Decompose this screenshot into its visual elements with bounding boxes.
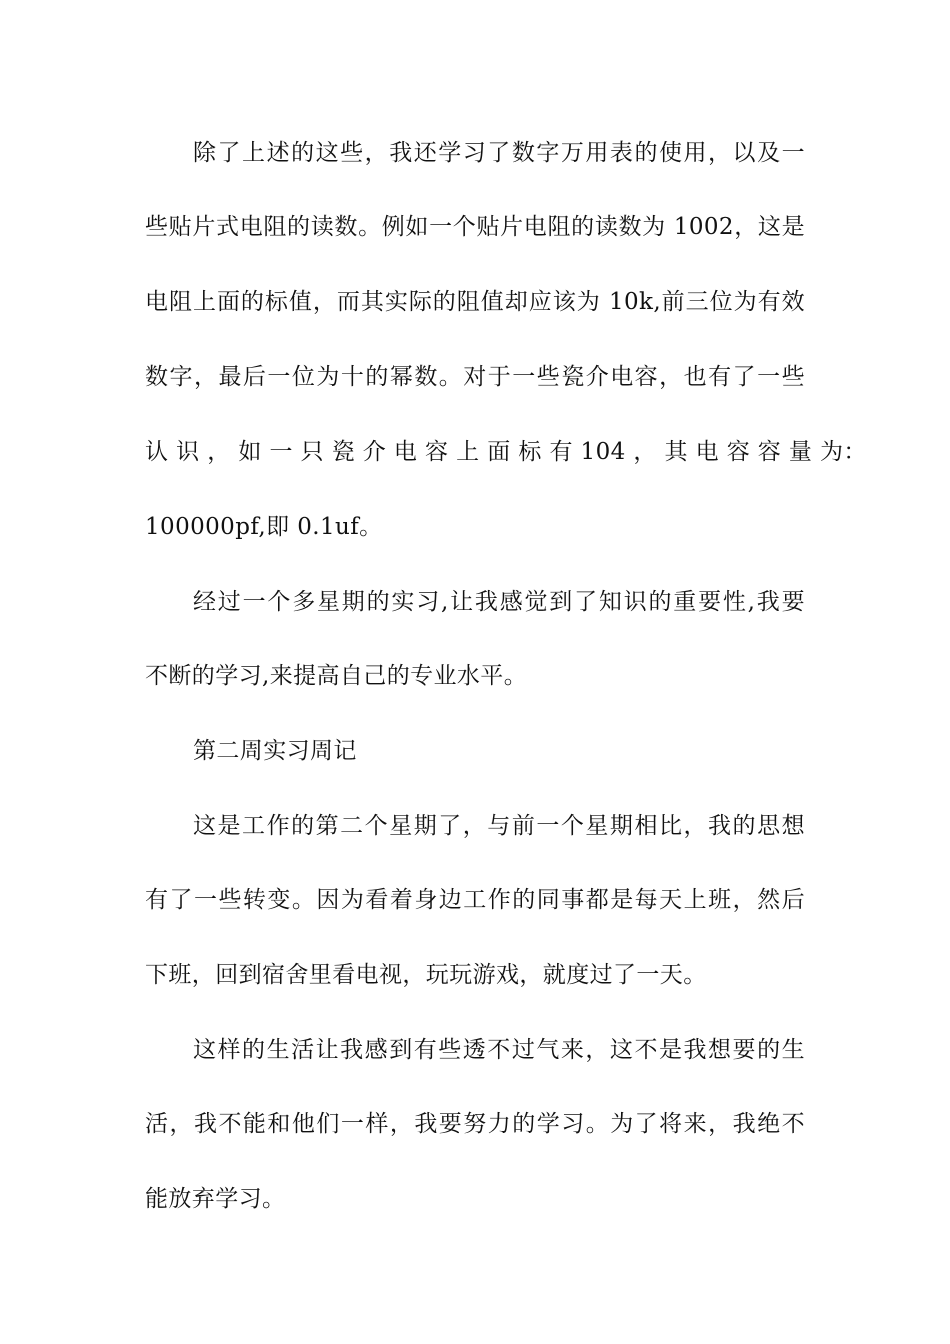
text-line: 这样的生活让我感到有些透不过气来，这不是我想要的生 [193,1037,805,1063]
text-line: 些贴片式电阻的读数。例如一个贴片电阻的读数为 1002，这是 [145,214,805,240]
text-line: 活，我不能和他们一样，我要努力的学习。为了将来，我绝不 [145,1111,805,1137]
text-line: 有了一些转变。因为看着身边工作的同事都是每天上班，然后 [145,887,805,913]
text-line: 数字，最后一位为十的幂数。对于一些瓷介电容，也有了一些 [145,364,805,390]
text-line: 不断的学习,来提高自己的专业水平。 [145,663,528,689]
text-line: 这是工作的第二个星期了，与前一个星期相比，我的思想 [193,813,805,839]
section-heading: 第二周实习周记 [193,738,357,764]
text-line: 除了上述的这些，我还学习了数字万用表的使用，以及一 [193,140,805,166]
text-line: 认 识 ， 如 一 只 瓷 介 电 容 上 面 标 有 104 ， 其 电 容 容 量 为： [145,439,867,465]
text-line: 下班，回到宿舍里看电视，玩玩游戏，就度过了一天。 [145,962,707,988]
text-line: 电阻上面的标值，而其实际的阻值却应该为 10k,前三位为有效 [145,289,805,315]
text-line: 能放弃学习。 [145,1186,286,1212]
text-line: 经过一个多星期的实习,让我感觉到了知识的重要性,我要 [193,589,805,615]
text-line: 100000pf,即 0.1uf。 [145,514,383,540]
